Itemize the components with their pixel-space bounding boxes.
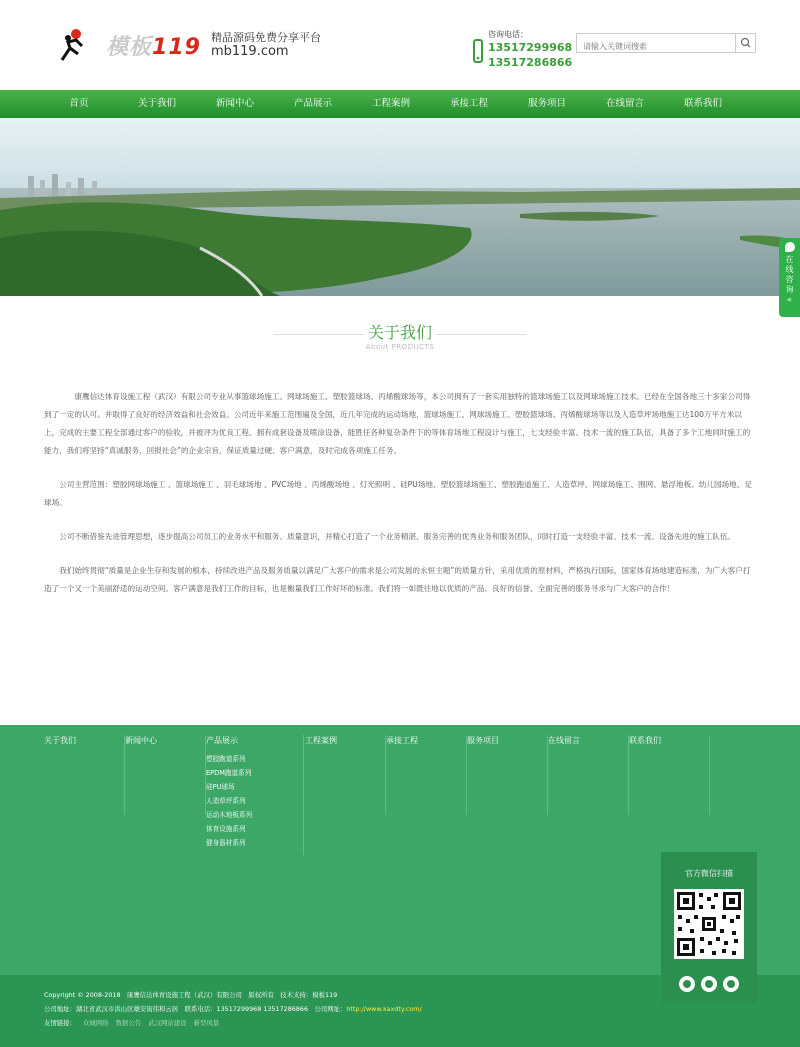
main-nav bbox=[0, 90, 800, 118]
footer-col-title[interactable]: 承接工程 bbox=[386, 736, 418, 745]
qr-title: 官方微信扫描 bbox=[685, 869, 733, 878]
about-paragraph: 公司不断借鉴先进管理思想，逐步提高公司员工的业务水平和服务、质量意识，并精心打造了一个业务精湛、服务完善的优秀业务和服务团队，同时打造一支经验丰富、技术一流、设备先进的施工队伍。 bbox=[59, 532, 736, 541]
side-tab-char: 询 bbox=[785, 285, 794, 294]
footer-product-link[interactable]: 健身器材系列 bbox=[206, 839, 246, 847]
footer-col-message bbox=[548, 735, 629, 815]
section-title: 关于我们 bbox=[367, 323, 432, 342]
divider-left bbox=[274, 334, 364, 335]
nav-item-about[interactable]: 关于我们 bbox=[137, 98, 176, 109]
friend-links bbox=[44, 1018, 224, 1027]
about-paragraph: 我们始终贯彻“质量是企业生存和发展的根本，持续改进产品及服务质量以满足广大客户的需求是公司发展的永恒主题”的质量方针，采用优质的原材料，严格执行国际、国家体育场地建造标准，为广大客户打造了一个又一个美丽舒适的运动空间。客户满意是我们工作的目标，也是衡量我们工作好坏的标准。我们将一如既往地以优质的产品、良好的信誉、全面完善的服务寻求与广大客户的合作！ bbox=[44, 566, 751, 593]
footer-product-link[interactable]: EPDM跑道系列 bbox=[206, 769, 252, 777]
section-header bbox=[0, 320, 800, 351]
about-paragraph: 康鹰信达体育设施工程（武汉）有限公司专业从事篮球场施工、网球场施工、塑胶篮球场、丙烯酸球场等，本公司拥有了一套实用独特的篮球场施工以及网球场施工技术。已经在全国各地三十多家公司得到了一定的认可。并取得了良好的经济效益和社会效益。公司近年来施工范围遍及全国，近几年完成的运动场地，篮球场施工、网球场施工、塑胶篮球场、丙烯酸球场等以及人造草坪场地施工达100万平方米以上，完成的主要工程全部通过客户的验收，并被评为优良工程。拥有成套设备及喷涂设备，能胜任各种复杂条件下的等体育场地工程设计与施工，七支经验丰富、技术一流的施工队伍，具备了多个工地同时施工的能力，我们将坚持“真诚服务，回报社会”的企业宗旨，保证质量过硬、客户满意，及时完成各项施工任务。 bbox=[44, 392, 751, 455]
nav-item-contact[interactable]: 联系我们 bbox=[683, 98, 722, 109]
footer-col-services bbox=[467, 735, 548, 815]
nav-item-message[interactable]: 在线留言 bbox=[605, 98, 644, 109]
site-header bbox=[0, 0, 800, 90]
nav-item-home[interactable]: 首页 bbox=[69, 98, 89, 109]
contact-phone bbox=[472, 29, 572, 70]
footer-col-title[interactable]: 服务项目 bbox=[467, 736, 499, 745]
online-consult-tab[interactable] bbox=[779, 238, 800, 317]
tagline-text: 精品源码免费分享平台 bbox=[210, 31, 321, 44]
nav-item-projects[interactable]: 承接工程 bbox=[449, 98, 488, 109]
wechat-qr-panel bbox=[661, 852, 757, 1003]
search-button[interactable] bbox=[735, 34, 755, 52]
phone-label: 咨询电话： bbox=[488, 30, 528, 39]
logo-wordmark: 模板119 bbox=[106, 34, 201, 60]
footer-col-contact bbox=[629, 735, 710, 815]
footer-product-link[interactable]: 硅PU球场 bbox=[206, 783, 235, 791]
side-tab-collapse-icon: « bbox=[787, 295, 792, 304]
footer-product-link[interactable]: 体育设施系列 bbox=[206, 825, 246, 833]
nav-item-products[interactable]: 产品展示 bbox=[293, 98, 332, 109]
wechat-icon[interactable] bbox=[723, 976, 739, 992]
site-url-text: mb119.com bbox=[210, 44, 289, 59]
footer-col-cases bbox=[305, 735, 386, 815]
about-content bbox=[44, 388, 756, 614]
footer-col-title[interactable]: 新闻中心 bbox=[125, 736, 157, 745]
logo-tagline bbox=[211, 31, 321, 59]
company-address bbox=[44, 1004, 422, 1013]
search-input[interactable] bbox=[577, 38, 732, 56]
phone-icon bbox=[472, 39, 484, 67]
friend-links-label: 友情链接： bbox=[44, 1019, 76, 1027]
footer-col-title[interactable]: 关于我们 bbox=[44, 736, 76, 745]
site-logo[interactable] bbox=[56, 28, 321, 62]
qr-code-image bbox=[674, 889, 744, 959]
friend-link[interactable]: 众城网络 bbox=[83, 1019, 109, 1027]
banner-image bbox=[0, 118, 800, 296]
footer-col-title[interactable]: 工程案例 bbox=[305, 736, 337, 745]
about-paragraph: 公司主营范围：塑胶网球场施工 、篮球场施工 、羽毛球场地 、PVC场地 、丙烯酸场地 、灯光照明 、硅PU场地、塑胶篮球场施工、塑胶跑道施工、人造草坪、网球场施工、围网、悬浮地板、幼儿园场地、足球场。 bbox=[44, 480, 752, 507]
footer-col-title[interactable]: 在线留言 bbox=[548, 736, 580, 745]
side-tab-char: 咨 bbox=[785, 275, 794, 284]
section-subtitle: About PRODUCTS bbox=[365, 343, 435, 351]
qzone-icon[interactable] bbox=[701, 976, 717, 992]
friend-link[interactable]: 数据公告 bbox=[115, 1019, 142, 1027]
phone-number-1: 13517299968 bbox=[488, 41, 573, 54]
side-tab-char: 在 bbox=[785, 255, 794, 264]
footer-col-projects bbox=[386, 735, 467, 815]
footer-col-products bbox=[206, 735, 304, 855]
chat-bubble-icon bbox=[785, 242, 795, 252]
logo-runner-icon bbox=[56, 28, 90, 62]
friend-link[interactable]: 武汉网站建设 bbox=[148, 1019, 187, 1027]
search-box bbox=[576, 33, 756, 53]
copyright-text: Copyright © 2008-2018 康鹰信达体育设施工程（武汉）有限公司 版权所有 技术支持：模板119 bbox=[44, 991, 338, 999]
search-icon bbox=[736, 34, 756, 52]
address-text: 公司地址：湖北省武汉市洪山区雄安街伟和云居 联系电话：13517299968 13517286866 公司网址： bbox=[44, 1005, 347, 1013]
footer-col-title[interactable]: 联系我们 bbox=[629, 736, 661, 745]
divider-right bbox=[436, 334, 526, 335]
company-website-link[interactable]: http://www.kaxdty.com/ bbox=[346, 1005, 422, 1013]
nav-item-news[interactable]: 新闻中心 bbox=[215, 98, 254, 109]
side-tab-char: 线 bbox=[785, 265, 794, 274]
nav-item-cases[interactable]: 工程案例 bbox=[371, 98, 410, 109]
footer-product-link[interactable]: 塑胶跑道系列 bbox=[206, 755, 246, 763]
nav-item-services[interactable]: 服务项目 bbox=[527, 98, 566, 109]
footer-product-link[interactable]: 运动木地板系列 bbox=[206, 811, 253, 819]
footer-col-news bbox=[125, 735, 206, 815]
footer-col-title[interactable]: 产品展示 bbox=[206, 736, 238, 745]
friend-link[interactable]: 新型风景 bbox=[193, 1019, 220, 1027]
phone-number-2: 13517286866 bbox=[488, 56, 573, 69]
weibo-icon[interactable] bbox=[679, 976, 695, 992]
footer-product-link[interactable]: 人造草坪系列 bbox=[206, 797, 246, 805]
footer-col-about bbox=[44, 735, 125, 815]
